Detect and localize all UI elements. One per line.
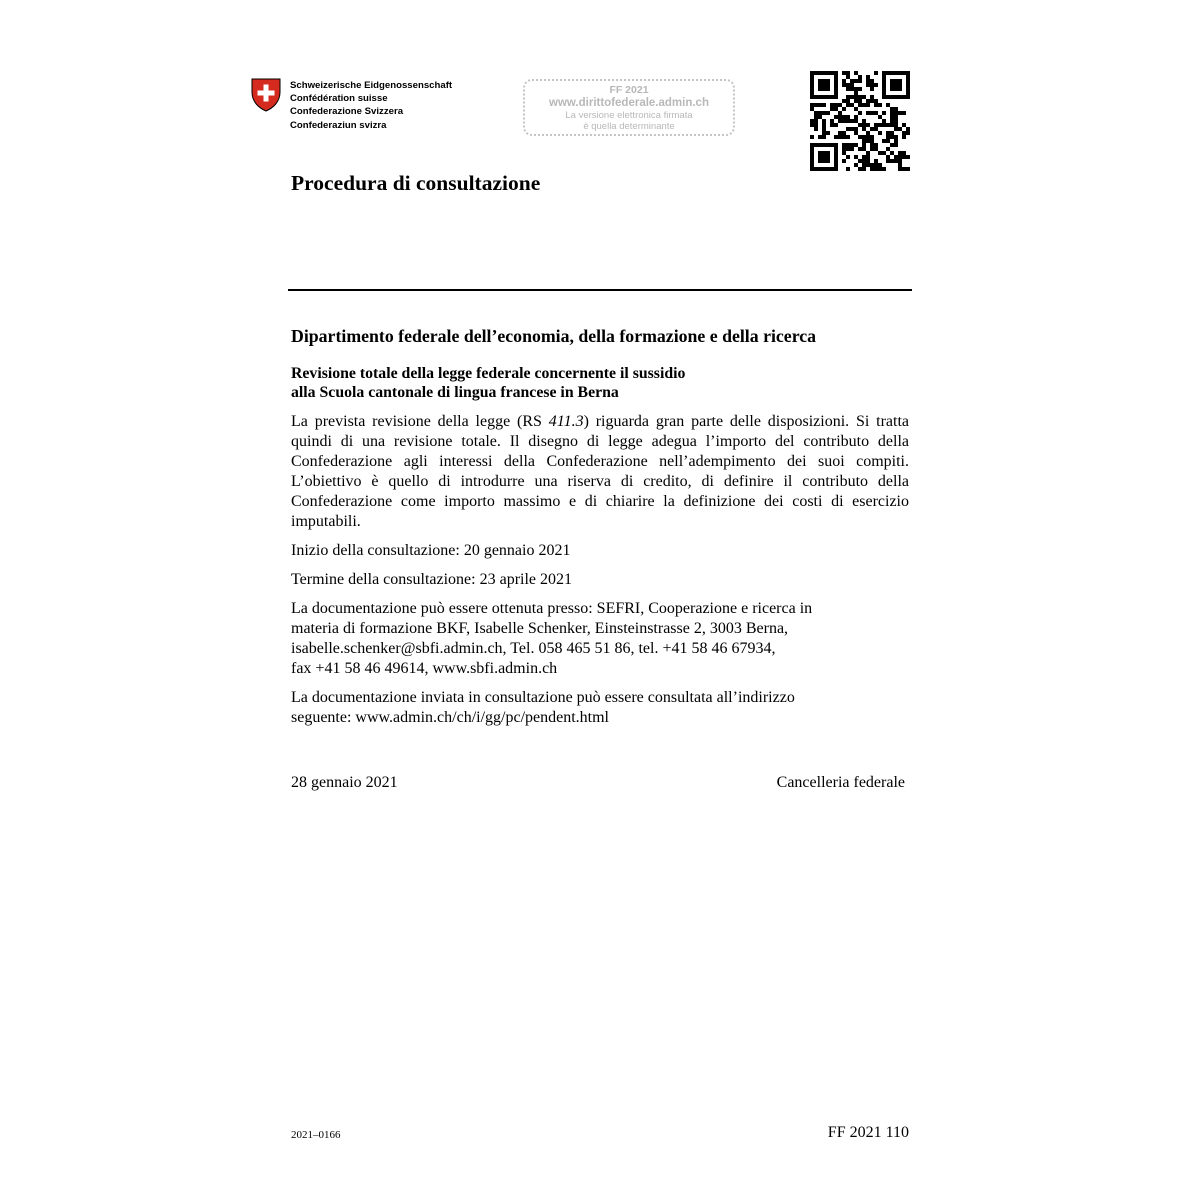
issuing-authority: Cancelleria federale <box>776 774 905 791</box>
consultation-subject <box>291 364 685 402</box>
document-reference: 2021–0166 <box>291 1129 341 1141</box>
stamp-website: www.dirittofederale.admin.ch <box>549 97 709 109</box>
subject-line-1: Revisione totale della legge federale concernente il sussidio <box>291 365 686 382</box>
consultation-body <box>291 412 909 737</box>
stamp-note-line1: La versione elettronica firmata <box>565 110 693 121</box>
documentation-line-3: isabelle.schenker@sbfi.admin.ch, Tel. 058 465 51 86, tel. +41 58 46 67934, <box>291 640 776 657</box>
consultation-start: Inizio della consultazione: 20 gennaio 2021 <box>291 542 571 559</box>
government-name-it: Confederazione Svizzera <box>290 106 404 118</box>
documentation-line-1: La documentazione può essere ottenuta presso: SEFRI, Cooperazione e ricerca in <box>291 600 813 617</box>
consultation-link-paragraph <box>291 688 909 728</box>
consultation-link-line-1: La documentazione inviata in consultazione può essere consultata all’indirizzo <box>291 689 795 706</box>
department-heading: Dipartimento federale dell’economia, della formazione e della ricerca <box>291 326 817 346</box>
consultation-link-line-2: seguente: www.admin.ch/ch/i/gg/pc/pendent.html <box>291 709 609 726</box>
title-divider <box>288 289 912 291</box>
documentation-paragraph <box>291 599 909 679</box>
documentation-line-2: materia di formazione BKF, Isabelle Schenker, Einsteinstrasse 2, 3003 Berna, <box>291 620 789 637</box>
stamp-ff-number: FF 2021 <box>609 84 649 96</box>
intro-text-start: La prevista revisione della legge (RS <box>291 413 549 430</box>
federal-logo <box>251 78 481 138</box>
page-title: Procedura di consultazione <box>291 171 541 195</box>
federal-gazette-reference: FF 2021 110 <box>827 1124 909 1141</box>
government-names <box>290 79 452 132</box>
subject-line-2: alla Scuola cantonale di lingua francese in Berna <box>291 384 619 401</box>
swiss-shield-icon <box>251 78 281 112</box>
government-name-de: Schweizerische Eidgenossenschaft <box>290 80 453 91</box>
intro-text-rest: ) riguarda gran parte delle disposizioni. Si tratta quindi di una revisione totale. Il disegno di legge adegua l’importo del contributo della Confederazione agli interessi della Confederazione nell’adempimento dei suoi compiti. L’obiettivo è quello di introdurre una riserva di credito, di definire il contributo della Confederazione come importo massimo e di chiarire la definizione dei costi di esercizio imputabili. <box>291 413 909 530</box>
publication-date: 28 gennaio 2021 <box>291 774 398 791</box>
government-name-fr: Confédération suisse <box>290 93 388 105</box>
documentation-line-4: fax +41 58 46 49614, www.sbfi.admin.ch <box>291 660 558 677</box>
rs-reference: 411.3 <box>548 413 584 430</box>
qr-code-icon <box>810 71 910 171</box>
intro-paragraph <box>291 412 909 532</box>
consultation-end: Termine della consultazione: 23 aprile 2021 <box>291 571 573 588</box>
government-name-rm: Confederaziun svizra <box>290 119 387 131</box>
stamp-note-line2: è quella determinante <box>583 121 675 132</box>
electronic-version-stamp <box>523 79 735 136</box>
